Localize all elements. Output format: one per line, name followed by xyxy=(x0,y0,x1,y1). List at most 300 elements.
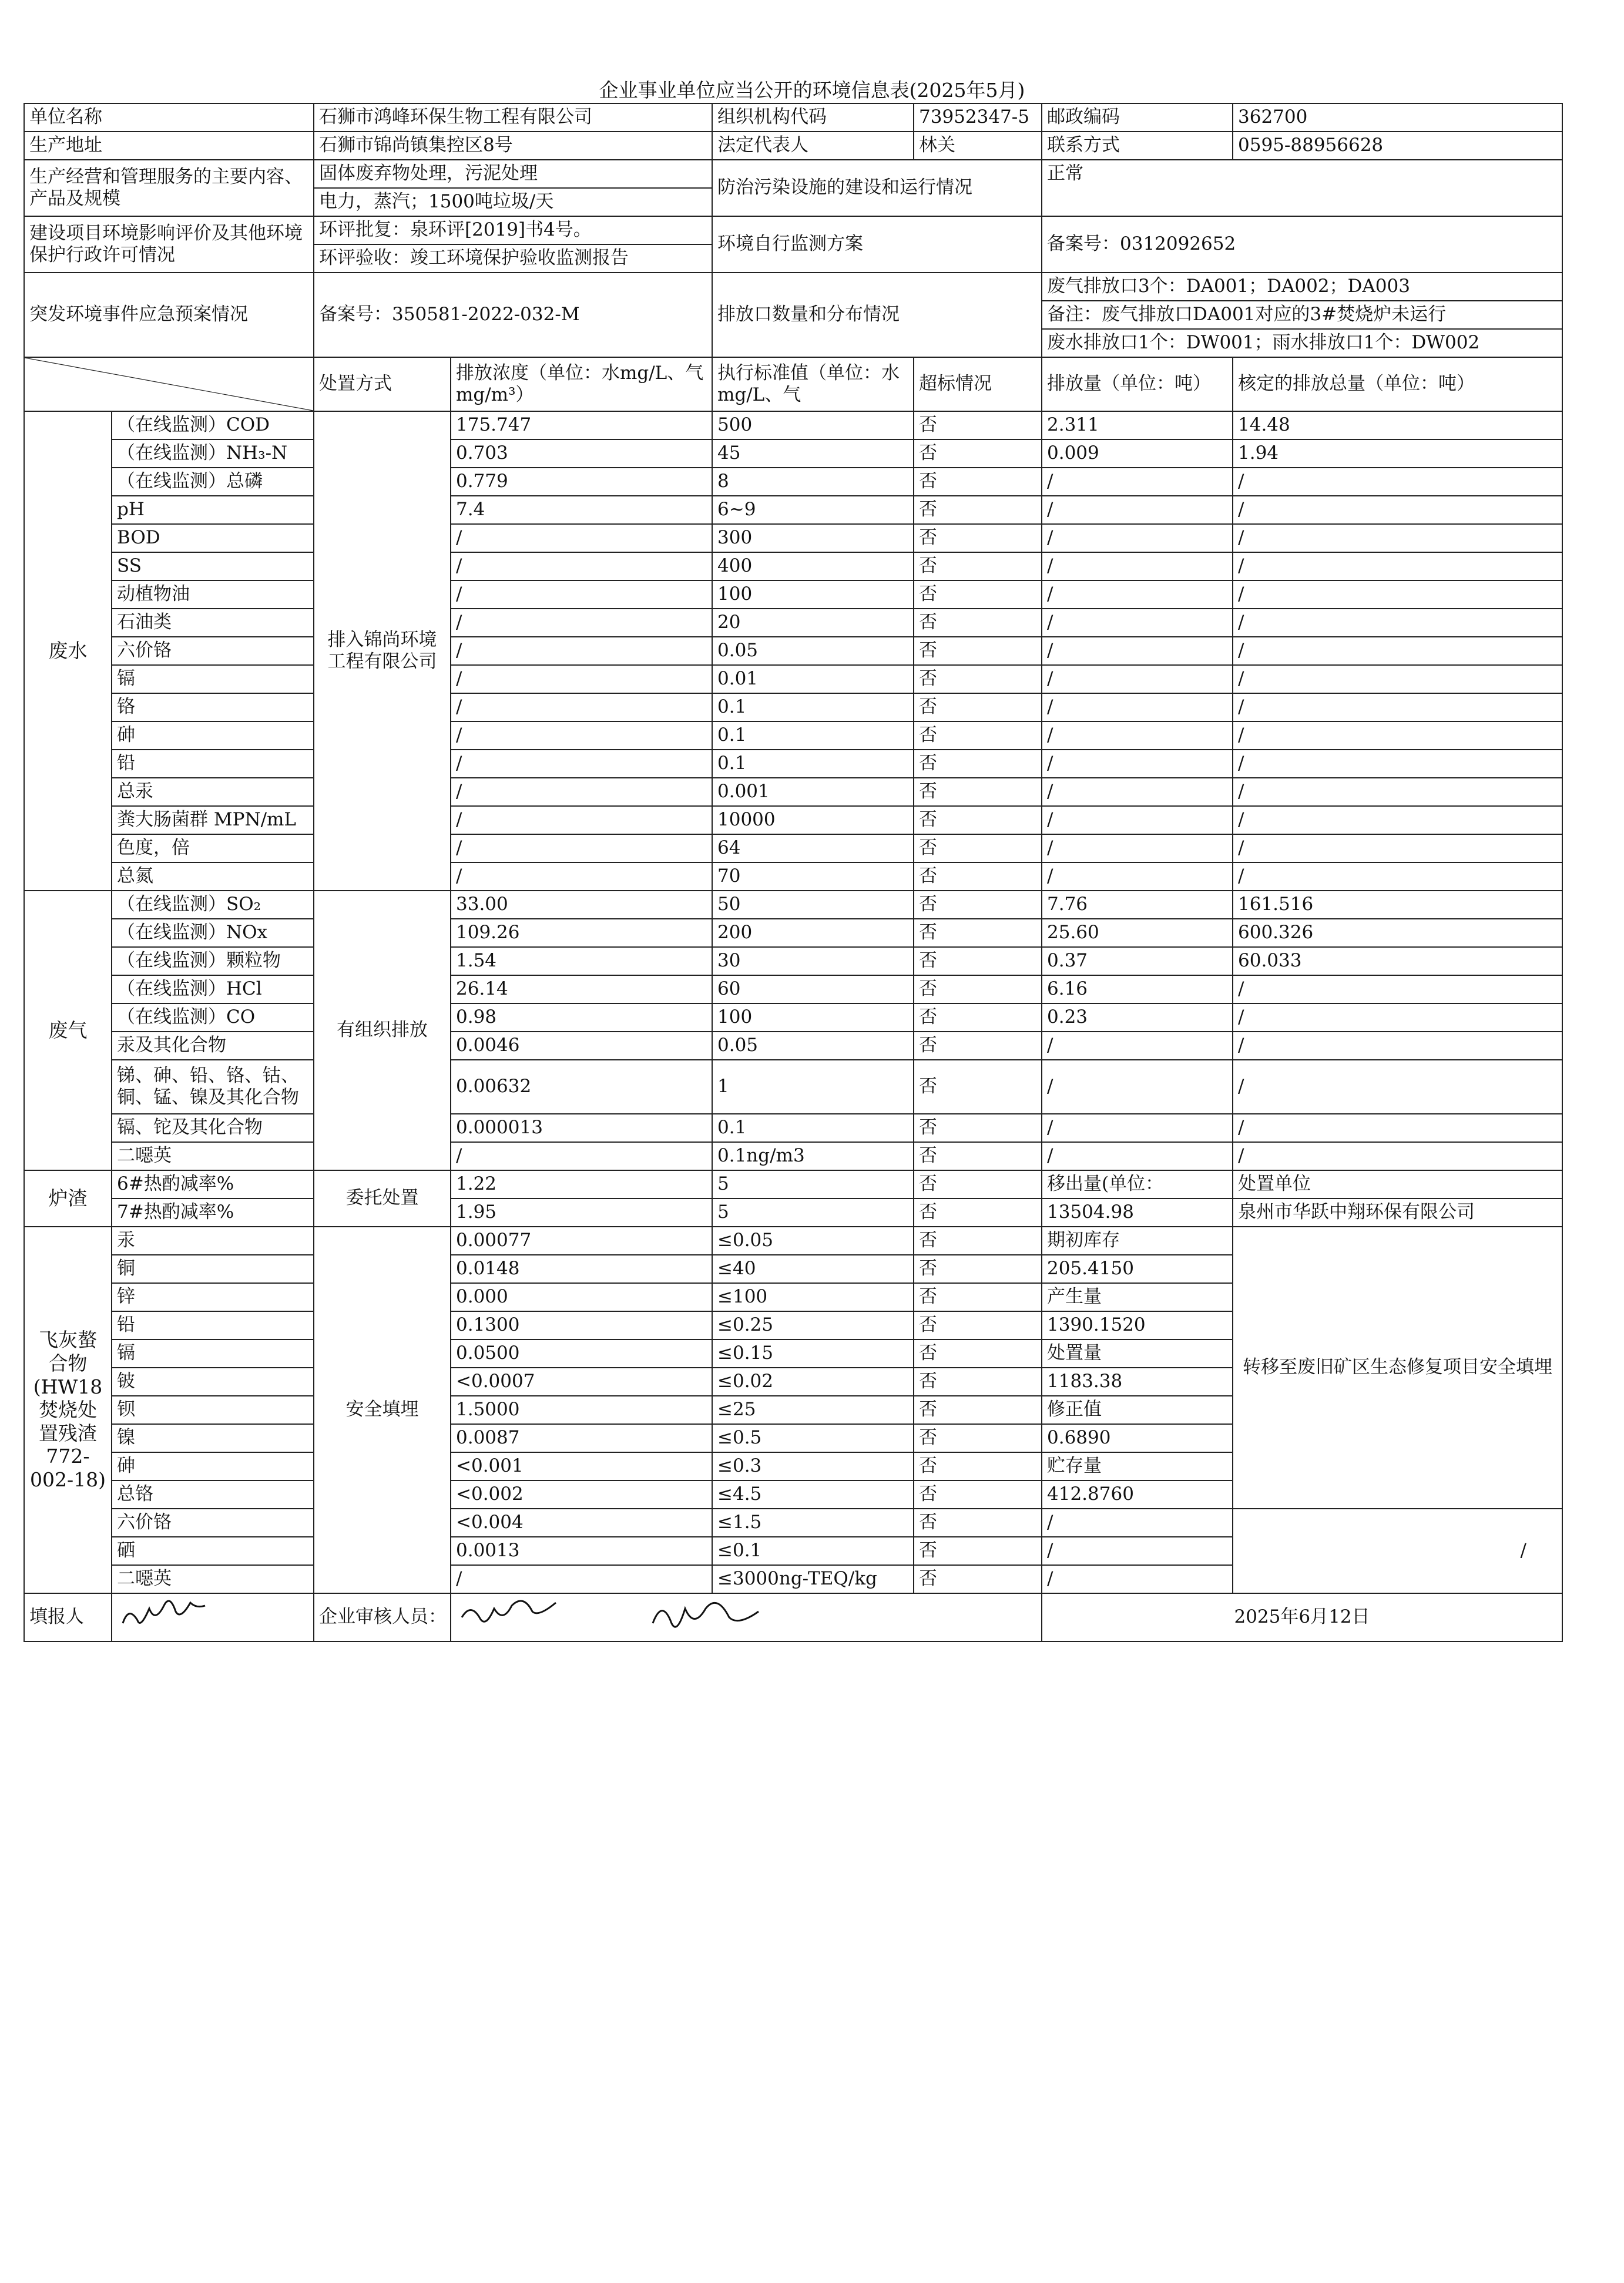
concentration-value: 0.00077 xyxy=(451,1227,712,1255)
amount-value: / xyxy=(1042,637,1233,665)
exceed-status: 否 xyxy=(914,1339,1042,1368)
exceed-status: 否 xyxy=(914,439,1042,468)
standard-value: 0.1 xyxy=(712,750,914,778)
footer-row xyxy=(24,1593,1562,1641)
concentration-value: / xyxy=(451,862,712,891)
wastewater-method: 排入锦尚环境工程有限公司 xyxy=(314,411,451,891)
slag-method: 委托处置 xyxy=(314,1170,451,1227)
total-value: / xyxy=(1233,862,1562,891)
wastewater-row xyxy=(24,665,1562,693)
exceed-status: 否 xyxy=(914,975,1042,1003)
waste-gas-row xyxy=(24,947,1562,975)
amount-value: 产生量 xyxy=(1042,1283,1233,1311)
wastewater-row xyxy=(24,834,1562,862)
total-value: / xyxy=(1233,834,1562,862)
amount-value: 修正值 xyxy=(1042,1396,1233,1424)
waste-gas-row xyxy=(24,891,1562,919)
item-name: 镍 xyxy=(112,1424,314,1452)
amount-value: / xyxy=(1042,834,1233,862)
amount-value: / xyxy=(1042,609,1233,637)
waste-gas-row xyxy=(24,1032,1562,1060)
item-name: 锌 xyxy=(112,1283,314,1311)
exceed-status: 否 xyxy=(914,721,1042,750)
exceed-status: 否 xyxy=(914,1283,1042,1311)
slag-category: 炉渣 xyxy=(24,1170,112,1227)
postcode-label: 邮政编码 xyxy=(1042,103,1233,132)
amount-value: 0.37 xyxy=(1042,947,1233,975)
wastewater-row xyxy=(24,778,1562,806)
item-name: 6#热酌减率% xyxy=(112,1170,314,1198)
standard-value: 1 xyxy=(712,1060,914,1114)
concentration-value: 7.4 xyxy=(451,496,712,524)
pollution-facility-status: 正常 xyxy=(1042,160,1562,216)
item-name: 粪大肠菌群 MPN/mL xyxy=(112,806,314,834)
amount-value: / xyxy=(1042,721,1233,750)
fly-ash-category: 飞灰螯合物(HW18焚烧处置残渣772-002-18) xyxy=(24,1227,112,1593)
standard-value: 100 xyxy=(712,1003,914,1032)
item-name: 铬 xyxy=(112,693,314,721)
standard-value: ≤0.05 xyxy=(712,1227,914,1255)
standard-value: ≤40 xyxy=(712,1255,914,1283)
waste-gas-row xyxy=(24,975,1562,1003)
exceed-status: 否 xyxy=(914,1537,1042,1565)
amount-value: 处置量 xyxy=(1042,1339,1233,1368)
amount-value: 期初库存 xyxy=(1042,1227,1233,1255)
amount-value: 1390.1520 xyxy=(1042,1311,1233,1339)
wastewater-row xyxy=(24,552,1562,580)
outlets-line2: 备注：废气排放口DA001对应的3#焚烧炉未运行 xyxy=(1042,301,1562,329)
amount-value: 0.6890 xyxy=(1042,1424,1233,1452)
waste-gas-row xyxy=(24,1114,1562,1142)
standard-value: 6~9 xyxy=(712,496,914,524)
item-name: （在线监测）颗粒物 xyxy=(112,947,314,975)
extra-slash: / xyxy=(1233,1509,1562,1593)
exceed-status: 否 xyxy=(914,524,1042,552)
item-name: 二噁英 xyxy=(112,1142,314,1170)
wastewater-row xyxy=(24,721,1562,750)
wastewater-category: 废水 xyxy=(24,411,112,891)
legal-rep-label: 法定代表人 xyxy=(712,132,914,160)
amount-value: / xyxy=(1042,806,1233,834)
exceed-status: 否 xyxy=(914,778,1042,806)
concentration-value: 0.1300 xyxy=(451,1311,712,1339)
standard-value: 64 xyxy=(712,834,914,862)
item-name: 镉 xyxy=(112,665,314,693)
total-value: / xyxy=(1233,468,1562,496)
standard-value: 50 xyxy=(712,891,914,919)
amount-value: / xyxy=(1042,862,1233,891)
amount-value: / xyxy=(1042,524,1233,552)
wastewater-row xyxy=(24,411,1562,439)
concentration-value: / xyxy=(451,524,712,552)
standard-value: 0.1 xyxy=(712,693,914,721)
amount-value: 移出量(单位： xyxy=(1042,1170,1233,1198)
exceed-status: 否 xyxy=(914,834,1042,862)
concentration-value: 0.779 xyxy=(451,468,712,496)
amount-value: / xyxy=(1042,1509,1233,1537)
exceed-status: 否 xyxy=(914,1480,1042,1509)
standard-value: 5 xyxy=(712,1198,914,1227)
item-name: （在线监测）SO₂ xyxy=(112,891,314,919)
exceed-status: 否 xyxy=(914,1565,1042,1593)
exceed-status: 否 xyxy=(914,1255,1042,1283)
total-value: 处置单位 xyxy=(1233,1170,1562,1198)
item-name: 锑、砷、铅、铬、钴、铜、锰、镍及其化合物 xyxy=(112,1060,314,1114)
concentration-value: 0.98 xyxy=(451,1003,712,1032)
item-name: 铜 xyxy=(112,1255,314,1283)
amount-value: 0.009 xyxy=(1042,439,1233,468)
concentration-value: 33.00 xyxy=(451,891,712,919)
outlets-line3: 废水排放口1个：DW001；雨水排放口1个：DW002 xyxy=(1042,329,1562,357)
amount-value: 0.23 xyxy=(1042,1003,1233,1032)
diagonal-line xyxy=(25,358,313,411)
concentration-value: 109.26 xyxy=(451,919,712,947)
standard-value: ≤0.15 xyxy=(712,1339,914,1368)
total-value: / xyxy=(1233,778,1562,806)
report-date: 2025年6月12日 xyxy=(1042,1593,1562,1641)
total-value: 600.326 xyxy=(1233,919,1562,947)
total-value: / xyxy=(1233,1114,1562,1142)
exceed-status: 否 xyxy=(914,693,1042,721)
exceed-status: 否 xyxy=(914,1452,1042,1480)
concentration-value: 1.95 xyxy=(451,1198,712,1227)
amount-value: 13504.98 xyxy=(1042,1198,1233,1227)
item-name: 硒 xyxy=(112,1537,314,1565)
concentration-value: / xyxy=(451,806,712,834)
total-value: / xyxy=(1233,1032,1562,1060)
disposal-description: 转移至废旧矿区生态修复项目安全填埋 xyxy=(1233,1227,1562,1509)
item-name: （在线监测）NOx xyxy=(112,919,314,947)
amount-value: / xyxy=(1042,1032,1233,1060)
waste-gas-category: 废气 xyxy=(24,891,112,1170)
standard-value: 400 xyxy=(712,552,914,580)
wastewater-row xyxy=(24,693,1562,721)
concentration-value: 0.000013 xyxy=(451,1114,712,1142)
amount-value: / xyxy=(1042,1060,1233,1114)
exceed-status: 否 xyxy=(914,1032,1042,1060)
concentration-value: 0.0087 xyxy=(451,1424,712,1452)
wastewater-row xyxy=(24,637,1562,665)
exceed-status: 否 xyxy=(914,580,1042,609)
standard-value: ≤0.3 xyxy=(712,1452,914,1480)
contact: 0595-88956628 xyxy=(1233,132,1562,160)
total-value: 1.94 xyxy=(1233,439,1562,468)
wastewater-row xyxy=(24,750,1562,778)
total-value: / xyxy=(1233,665,1562,693)
wastewater-row xyxy=(24,496,1562,524)
filler-signature xyxy=(112,1593,314,1641)
col-concentration: 排放浓度（单位：水mg/L、气mg/m³） xyxy=(451,357,712,411)
exceed-status: 否 xyxy=(914,1424,1042,1452)
col-standard: 执行标准值（单位：水mg/L、气 xyxy=(712,357,914,411)
item-name: 汞 xyxy=(112,1227,314,1255)
amount-value: 6.16 xyxy=(1042,975,1233,1003)
amount-value: / xyxy=(1042,1142,1233,1170)
exceed-status: 否 xyxy=(914,862,1042,891)
concentration-value: 1.54 xyxy=(451,947,712,975)
col-amount: 排放量（单位：吨） xyxy=(1042,357,1233,411)
standard-value: 5 xyxy=(712,1170,914,1198)
exceed-status: 否 xyxy=(914,1114,1042,1142)
postcode: 362700 xyxy=(1233,103,1562,132)
exceed-status: 否 xyxy=(914,1003,1042,1032)
item-name: 镉 xyxy=(112,1339,314,1368)
amount-value: 1183.38 xyxy=(1042,1368,1233,1396)
self-monitor-label: 环境自行监测方案 xyxy=(712,216,1042,273)
total-value: 泉州市华跃中翔环保有限公司 xyxy=(1233,1198,1562,1227)
total-value: / xyxy=(1233,496,1562,524)
concentration-value: 0.703 xyxy=(451,439,712,468)
concentration-value: <0.004 xyxy=(451,1509,712,1537)
concentration-value: 1.5000 xyxy=(451,1396,712,1424)
outlets-line1: 废气排放口3个：DA001；DA002；DA003 xyxy=(1042,273,1562,301)
item-name: （在线监测）NH₃-N xyxy=(112,439,314,468)
item-name: 铍 xyxy=(112,1368,314,1396)
col-total: 核定的排放总量（单位：吨） xyxy=(1233,357,1562,411)
standard-value: ≤1.5 xyxy=(712,1509,914,1537)
item-name: 铅 xyxy=(112,750,314,778)
total-value: 60.033 xyxy=(1233,947,1562,975)
item-name: （在线监测）HCl xyxy=(112,975,314,1003)
amount-value: / xyxy=(1042,1565,1233,1593)
concentration-value: 0.0013 xyxy=(451,1537,712,1565)
contact-label: 联系方式 xyxy=(1042,132,1233,160)
item-name: pH xyxy=(112,496,314,524)
exceed-status: 否 xyxy=(914,1368,1042,1396)
concentration-value: / xyxy=(451,665,712,693)
exceed-status: 否 xyxy=(914,665,1042,693)
concentration-value: 0.0046 xyxy=(451,1032,712,1060)
exceed-status: 否 xyxy=(914,891,1042,919)
wastewater-row xyxy=(24,524,1562,552)
reviewer-label: 企业审核人员： xyxy=(314,1593,451,1641)
col-exceed: 超标情况 xyxy=(914,357,1042,411)
standard-value: ≤3000ng-TEQ/kg xyxy=(712,1565,914,1593)
item-name: 钡 xyxy=(112,1396,314,1424)
waste-gas-row xyxy=(24,1003,1562,1032)
business-line1: 固体废弃物处理，污泥处理 xyxy=(314,160,712,188)
header-diagonal-cell xyxy=(24,357,314,411)
concentration-value: / xyxy=(451,609,712,637)
amount-value: 2.311 xyxy=(1042,411,1233,439)
total-value: 161.516 xyxy=(1233,891,1562,919)
exceed-status: 否 xyxy=(914,609,1042,637)
total-value: / xyxy=(1233,524,1562,552)
concentration-value: / xyxy=(451,1565,712,1593)
env-info-table xyxy=(24,103,1563,1642)
amount-value: / xyxy=(1042,496,1233,524)
exceed-status: 否 xyxy=(914,1227,1042,1255)
waste-gas-row xyxy=(24,1060,1562,1114)
concentration-value: / xyxy=(451,750,712,778)
standard-value: 20 xyxy=(712,609,914,637)
standard-value: ≤0.02 xyxy=(712,1368,914,1396)
standard-value: ≤25 xyxy=(712,1396,914,1424)
document-title: 企业事业单位应当公开的环境信息表(2025年5月) xyxy=(599,79,1025,102)
wastewater-row xyxy=(24,580,1562,609)
standard-value: 300 xyxy=(712,524,914,552)
item-name: 色度，倍 xyxy=(112,834,314,862)
eia-label: 建设项目环境影响评价及其他环境保护行政许可情况 xyxy=(24,216,314,273)
total-value: / xyxy=(1233,1060,1562,1114)
amount-value: / xyxy=(1042,580,1233,609)
exceed-status: 否 xyxy=(914,1396,1042,1424)
unit-name-label: 单位名称 xyxy=(24,103,314,132)
exceed-status: 否 xyxy=(914,1142,1042,1170)
item-name: 六价铬 xyxy=(112,1509,314,1537)
wastewater-row xyxy=(24,806,1562,834)
total-value: / xyxy=(1233,750,1562,778)
item-name: 总汞 xyxy=(112,778,314,806)
standard-value: ≤0.5 xyxy=(712,1424,914,1452)
wastewater-row xyxy=(24,439,1562,468)
total-value: / xyxy=(1233,975,1562,1003)
standard-value: 0.01 xyxy=(712,665,914,693)
legal-rep: 林关 xyxy=(914,132,1042,160)
standard-value: 10000 xyxy=(712,806,914,834)
total-value: / xyxy=(1233,580,1562,609)
concentration-value: 0.0148 xyxy=(451,1255,712,1283)
standard-value: ≤4.5 xyxy=(712,1480,914,1509)
signature-image xyxy=(456,1600,573,1635)
total-value: / xyxy=(1233,1003,1562,1032)
reviewer-signature xyxy=(451,1593,1042,1641)
wastewater-row xyxy=(24,862,1562,891)
item-name: 六价铬 xyxy=(112,637,314,665)
address: 石狮市锦尚镇集控区8号 xyxy=(314,132,712,160)
pollution-facility-label: 防治污染设施的建设和运行情况 xyxy=(712,160,1042,216)
col-method: 处置方式 xyxy=(314,357,451,411)
concentration-value: / xyxy=(451,580,712,609)
concentration-value: 26.14 xyxy=(451,975,712,1003)
concentration-value: <0.0007 xyxy=(451,1368,712,1396)
slag-row xyxy=(24,1198,1562,1227)
filler-label: 填报人 xyxy=(24,1593,112,1641)
org-code-label: 组织机构代码 xyxy=(712,103,914,132)
total-value: / xyxy=(1233,693,1562,721)
wastewater-row xyxy=(24,609,1562,637)
exceed-status: 否 xyxy=(914,947,1042,975)
concentration-value: / xyxy=(451,637,712,665)
exceed-status: 否 xyxy=(914,1170,1042,1198)
standard-value: 100 xyxy=(712,580,914,609)
eia-line1: 环评批复：泉环评[2019]书4号。 xyxy=(314,216,712,244)
exceed-status: 否 xyxy=(914,1198,1042,1227)
business-label: 生产经营和管理服务的主要内容、产品及规模 xyxy=(24,160,314,216)
fly-ash-method: 安全填埋 xyxy=(314,1227,451,1593)
exceed-status: 否 xyxy=(914,919,1042,947)
fly-ash-row xyxy=(24,1227,1562,1255)
amount-value: 205.4150 xyxy=(1042,1255,1233,1283)
business-line2: 电力，蒸汽；1500吨垃圾/天 xyxy=(314,188,712,216)
waste-gas-row xyxy=(24,919,1562,947)
item-name: （在线监测）总磷 xyxy=(112,468,314,496)
item-name: 7#热酌减率% xyxy=(112,1198,314,1227)
outlets-label: 排放口数量和分布情况 xyxy=(712,273,1042,357)
standard-value: 0.1 xyxy=(712,721,914,750)
item-name: 砷 xyxy=(112,721,314,750)
concentration-value: / xyxy=(451,778,712,806)
exceed-status: 否 xyxy=(914,806,1042,834)
exceed-status: 否 xyxy=(914,1509,1042,1537)
amount-value: / xyxy=(1042,468,1233,496)
signature-image xyxy=(117,1600,217,1635)
amount-value: / xyxy=(1042,1114,1233,1142)
exceed-status: 否 xyxy=(914,1060,1042,1114)
exceed-status: 否 xyxy=(914,552,1042,580)
emergency-record: 备案号：350581-2022-032-M xyxy=(314,273,712,357)
item-name: 石油类 xyxy=(112,609,314,637)
total-value: / xyxy=(1233,637,1562,665)
standard-value: ≤0.25 xyxy=(712,1311,914,1339)
concentration-value: <0.002 xyxy=(451,1480,712,1509)
standard-value: ≤100 xyxy=(712,1283,914,1311)
concentration-value: / xyxy=(451,721,712,750)
exceed-status: 否 xyxy=(914,496,1042,524)
total-value: / xyxy=(1233,609,1562,637)
exceed-status: 否 xyxy=(914,1311,1042,1339)
exceed-status: 否 xyxy=(914,750,1042,778)
unit-name: 石狮市鸿峰环保生物工程有限公司 xyxy=(314,103,712,132)
amount-value: / xyxy=(1042,693,1233,721)
total-value: 14.48 xyxy=(1233,411,1562,439)
waste-gas-method: 有组织排放 xyxy=(314,891,451,1170)
item-name: 总铬 xyxy=(112,1480,314,1509)
standard-value: 500 xyxy=(712,411,914,439)
amount-value: 贮存量 xyxy=(1042,1452,1233,1480)
standard-value: 60 xyxy=(712,975,914,1003)
item-name: 动植物油 xyxy=(112,580,314,609)
standard-value: 70 xyxy=(712,862,914,891)
concentration-value: / xyxy=(451,834,712,862)
standard-value: 30 xyxy=(712,947,914,975)
concentration-value: 175.747 xyxy=(451,411,712,439)
total-value: / xyxy=(1233,1142,1562,1170)
org-code: 73952347-5 xyxy=(914,103,1042,132)
item-name: SS xyxy=(112,552,314,580)
address-label: 生产地址 xyxy=(24,132,314,160)
standard-value: 0.05 xyxy=(712,1032,914,1060)
concentration-value: 0.000 xyxy=(451,1283,712,1311)
amount-value: 25.60 xyxy=(1042,919,1233,947)
amount-value: / xyxy=(1042,552,1233,580)
standard-value: 8 xyxy=(712,468,914,496)
total-value: / xyxy=(1233,552,1562,580)
self-monitor-record: 备案号：0312092652 xyxy=(1042,216,1562,273)
standard-value: 0.1ng/m3 xyxy=(712,1142,914,1170)
amount-value: / xyxy=(1042,778,1233,806)
item-name: 砷 xyxy=(112,1452,314,1480)
standard-value: 45 xyxy=(712,439,914,468)
amount-value: / xyxy=(1042,1537,1233,1565)
emergency-label: 突发环境事件应急预案情况 xyxy=(24,273,314,357)
waste-gas-row xyxy=(24,1142,1562,1170)
amount-value: 412.8760 xyxy=(1042,1480,1233,1509)
concentration-value: 0.0500 xyxy=(451,1339,712,1368)
total-value: / xyxy=(1233,721,1562,750)
concentration-value: / xyxy=(451,693,712,721)
item-name: 铅 xyxy=(112,1311,314,1339)
fly-ash-row xyxy=(24,1509,1562,1537)
exceed-status: 否 xyxy=(914,468,1042,496)
exceed-status: 否 xyxy=(914,637,1042,665)
concentration-value: 0.00632 xyxy=(451,1060,712,1114)
concentration-value: / xyxy=(451,1142,712,1170)
slag-row xyxy=(24,1170,1562,1198)
standard-value: 0.001 xyxy=(712,778,914,806)
item-name: 镉、铊及其化合物 xyxy=(112,1114,314,1142)
exceed-status: 否 xyxy=(914,411,1042,439)
